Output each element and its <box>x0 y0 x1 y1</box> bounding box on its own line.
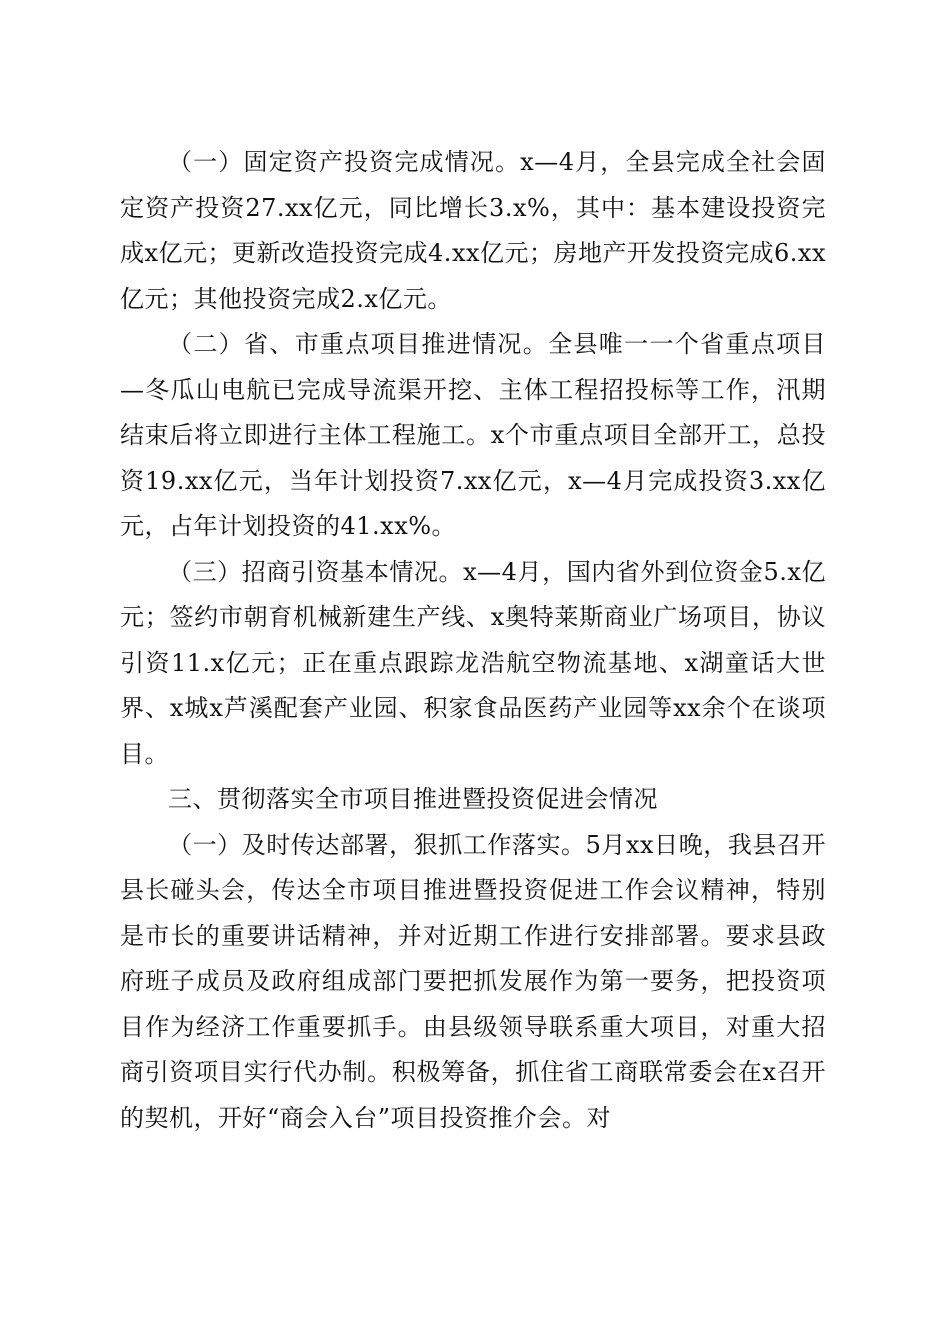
paragraph-text: x—4月，国内省外到位资金5.x亿元；签约市朝育机械新建生产线、x奥特莱斯商业广场项目，协议引资11.x亿元；正在重点跟踪龙浩航空物流基地、x湖童话大世界、x城x芦溪配套产业园、积家食品医药产业园等xx余个在谈项目。 <box>120 557 826 768</box>
paragraph-lead: （三）招商引资基本情况。 <box>168 557 464 586</box>
paragraph-text: x—4月，全县完成全社会固定资产投资27.xx亿元，同比增长3.x%，其中：基本建设投资完成x亿元；更新改造投资完成4.xx亿元；房地产开发投资完成6.xx亿元；其他投资完成2.x亿元。 <box>120 148 826 313</box>
paragraph-fixed-asset-investment <box>120 140 826 322</box>
paragraph-key-projects <box>120 322 826 550</box>
section-heading: 三、贯彻落实全市项目推进暨投资促进会情况 <box>168 785 658 813</box>
document-body <box>120 140 826 1141</box>
paragraph-deployment <box>120 823 826 1142</box>
paragraph-lead: （二）省、市重点项目推进情况。 <box>168 330 549 358</box>
paragraph-investment-attraction <box>120 550 826 778</box>
paragraph-text: 全县唯一一个省重点项目—冬瓜山电航已完成导流渠开挖、主体工程招投标等工作，汛期结束后将立即进行主体工程施工。x个市重点项目全部开工，总投资19.xx亿元，当年计划投资7.xx亿元，x—4月完成投资3.xx亿元，占年计划投资的41.xx%。 <box>120 330 827 540</box>
paragraph-text: 5月xx日晚，我县召开县长碰头会，传达全市项目推进暨投资促进工作会议精神，特别是市长的重要讲话精神，并对近期工作进行安排部署。要求县政府班子成员及政府组成部门要把抓发展作为第一要务，把投资项目作为经济工作重要抓手。由县级领导联系重大项目，对重大招商引资项目实行代办制。积极筹备，抓住省工商联常委会在x召开的契机，开好“商会入台”项目投资推介会。对 <box>120 830 827 1132</box>
paragraph-lead: （一）及时传达部署，狠抓工作落实。 <box>168 830 586 859</box>
paragraph-lead: （一）固定资产投资完成情况。 <box>168 148 521 176</box>
